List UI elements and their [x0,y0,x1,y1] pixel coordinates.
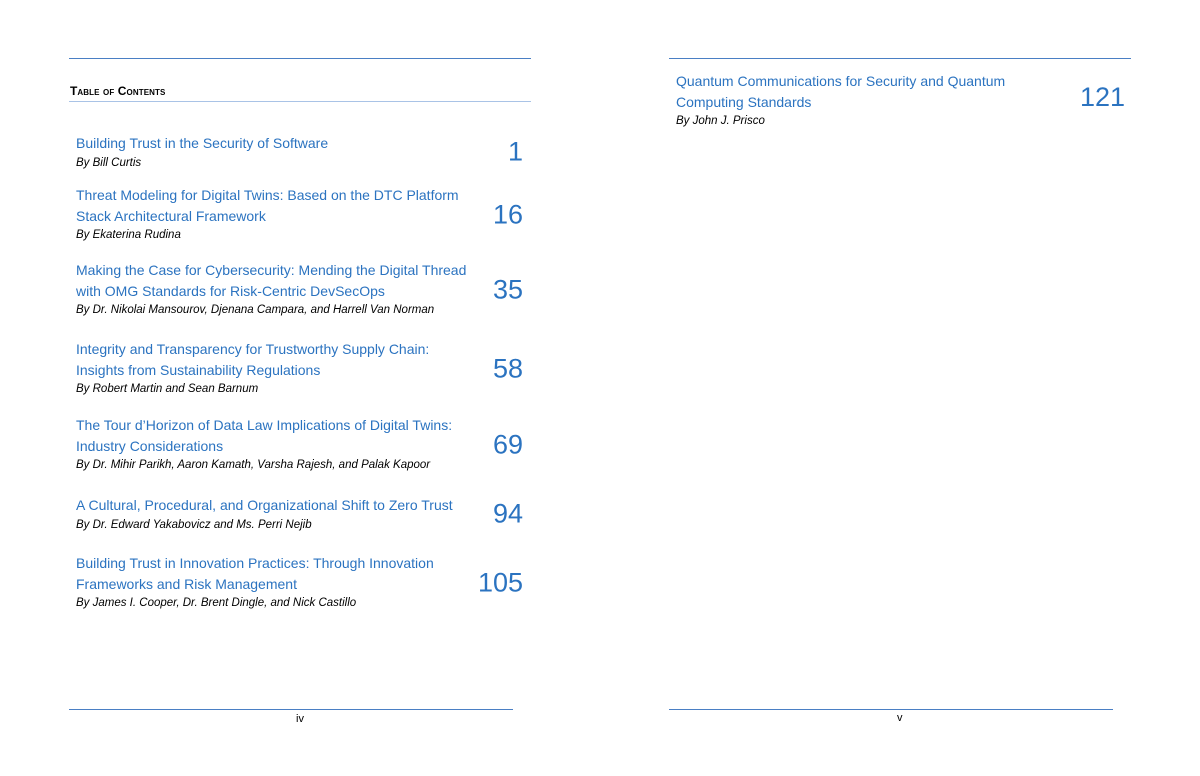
page-folio: iv [296,713,304,725]
entry-author: By John J. Prisco [676,115,765,127]
entry-title-link[interactable]: Threat Modeling for Digital Twins: Based on the DTC Platform Stack Architectural Framework [76,187,459,224]
toc-entry[interactable] [76,339,532,398]
entry-page-number[interactable]: 69 [492,429,523,459]
entry-author: By Bill Curtis [76,156,142,169]
entry-title-link[interactable]: Quantum Communications for Security and Quantum Computing Standards [676,73,1006,110]
bottom-rule [669,709,1113,710]
bottom-rule [69,709,513,710]
toc-entry[interactable] [76,415,532,474]
entry-page-number[interactable]: 58 [492,353,523,383]
entry-title-link[interactable]: The Tour d’Horizon of Data Law Implications of Digital Twins: Industry Considerations [76,417,453,454]
entry-title-link[interactable]: Building Trust in Innovation Practices: Through Innovation Frameworks and Risk Management [76,555,434,592]
entry-title-link[interactable]: Making the Case for Cybersecurity: Mending the Digital Thread with OMG Standards for Risk-Centric DevSecOps [76,262,467,299]
entry-author: By Dr. Mihir Parikh, Aaron Kamath, Varsha Rajesh, and Palak Kapoor [76,459,431,471]
toc-entry[interactable] [76,185,532,244]
toc-entry[interactable] [76,260,532,319]
entry-author: By Dr. Edward Yakabovicz and Ms. Perri Nejib [76,518,312,531]
entry-page-number[interactable]: 121 [1079,82,1125,112]
entry-page-number[interactable]: 35 [492,274,523,304]
entry-author: By Ekaterina Rudina [76,229,181,241]
toc-entry[interactable] [676,71,1132,130]
top-rule [669,58,1131,59]
toc-entry[interactable] [76,133,532,172]
entry-page-number[interactable]: 94 [492,498,523,529]
toc-entry[interactable] [76,495,532,534]
right-page [600,0,1200,776]
page-folio: v [897,712,903,724]
entry-author: By James I. Cooper, Dr. Brent Dingle, and Nick Castillo [76,597,357,609]
entry-page-number[interactable]: 1 [507,136,523,167]
top-rule [69,58,531,59]
entry-author: By Dr. Nikolai Mansourov, Djenana Campara, and Harrell Van Norman [76,304,435,316]
entry-title-link[interactable]: Building Trust in the Security of Software [76,135,329,151]
entry-title-link[interactable]: Integrity and Transparency for Trustworthy Supply Chain: Insights from Sustainability Regulations [76,341,430,378]
entry-page-number[interactable]: 105 [477,567,523,597]
toc-entry[interactable] [76,553,532,612]
entry-title-link[interactable]: A Cultural, Procedural, and Organizational Shift to Zero Trust [76,497,453,513]
heading-underline [69,101,531,102]
entry-page-number[interactable]: 16 [492,199,523,229]
toc-heading: Table of Contents [70,84,166,98]
entry-author: By Robert Martin and Sean Barnum [76,383,259,395]
